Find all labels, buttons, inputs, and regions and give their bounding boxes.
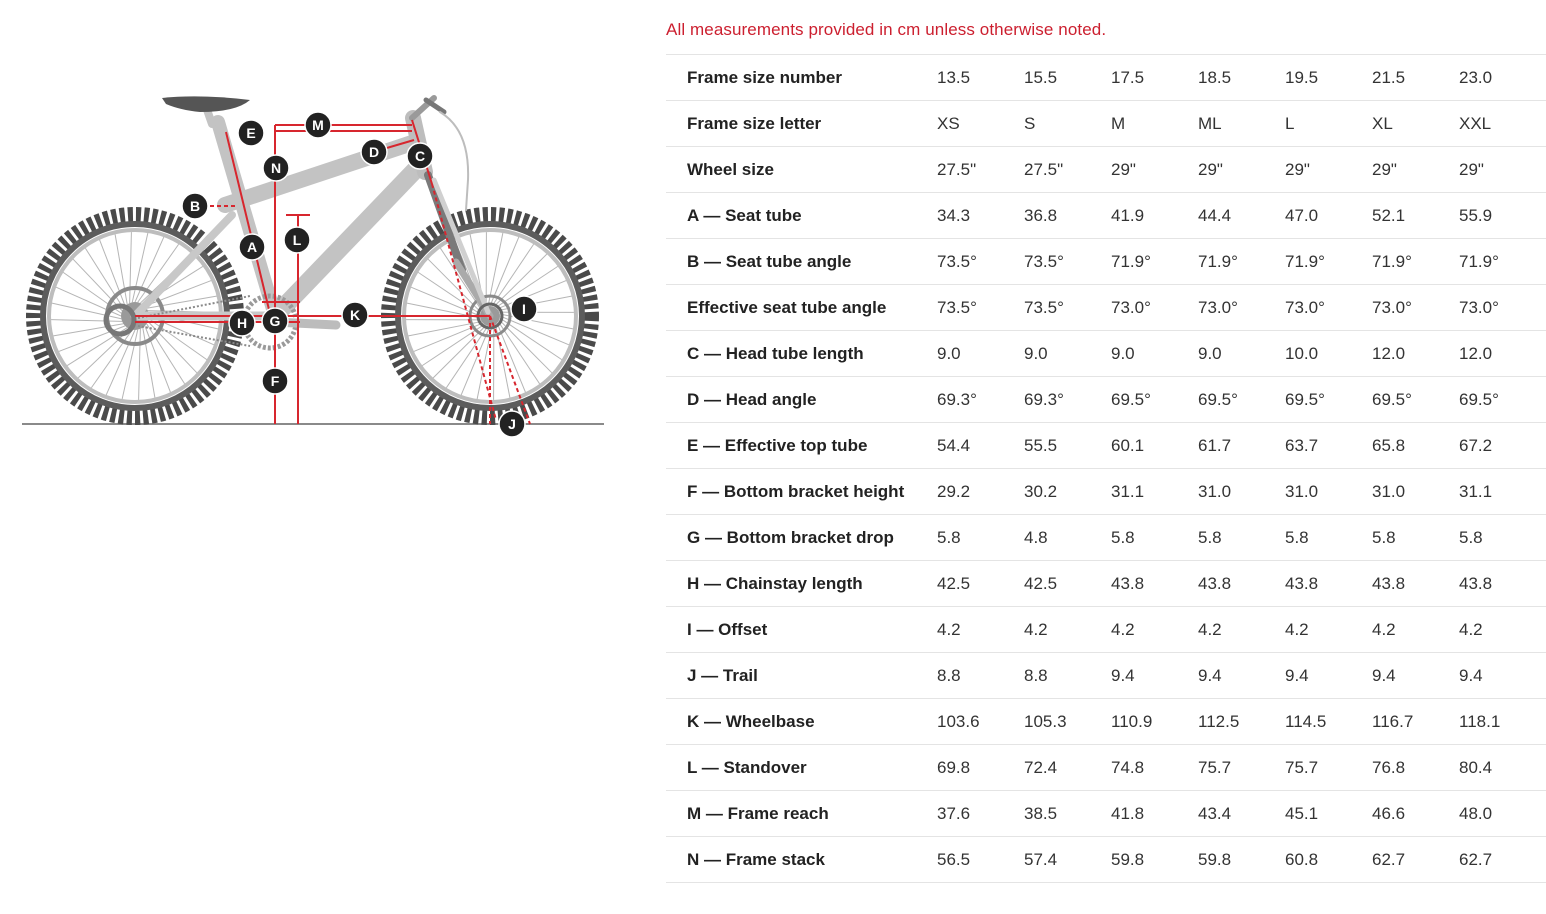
table-row <box>666 101 1546 147</box>
table-cell: 45.1 <box>1285 803 1319 823</box>
table-cell: 69.5° <box>1372 389 1412 409</box>
table-cell: 29" <box>1285 159 1310 179</box>
table-row <box>666 469 1546 515</box>
table-cell: 5.8 <box>1111 527 1135 547</box>
table-cell: 4.2 <box>1285 619 1309 639</box>
table-row <box>666 331 1546 377</box>
table-cell: 5.8 <box>1459 527 1483 547</box>
table-cell: 69.8 <box>937 757 971 777</box>
table-cell: 48.0 <box>1459 803 1493 823</box>
table-cell: 5.8 <box>1198 527 1222 547</box>
table-row <box>666 147 1546 193</box>
table-cell: S <box>1024 113 1036 133</box>
table-cell: 43.8 <box>1111 573 1145 593</box>
marker-g <box>262 308 288 334</box>
table-cell: 69.5° <box>1198 389 1238 409</box>
table-cell: 21.5 <box>1372 67 1406 87</box>
table-cell: 9.0 <box>937 343 961 363</box>
measurement-note: All measurements provided in cm unless otherwise noted. <box>666 20 1107 39</box>
table-row <box>666 377 1546 423</box>
table-cell: 118.1 <box>1459 711 1501 731</box>
table-cell: 76.8 <box>1372 757 1406 777</box>
table-cell: 69.3° <box>1024 389 1064 409</box>
table-cell: 75.7 <box>1198 757 1232 777</box>
table-cell: XXL <box>1459 113 1492 133</box>
table-cell: 34.3 <box>937 205 971 225</box>
table-cell: 4.2 <box>1111 619 1135 639</box>
table-cell: 55.9 <box>1459 205 1493 225</box>
table-row <box>666 791 1546 837</box>
table-cell: 72.4 <box>1024 757 1058 777</box>
table-cell: 71.9° <box>1111 251 1151 271</box>
marker-n <box>263 155 289 181</box>
table-cell: 71.9° <box>1459 251 1499 271</box>
table-cell: 44.4 <box>1198 205 1232 225</box>
table-cell: XS <box>937 113 960 133</box>
table-row <box>666 239 1546 285</box>
table-cell: 12.0 <box>1372 343 1406 363</box>
table-cell: 73.0° <box>1111 297 1151 317</box>
row-label: I — Offset <box>687 619 768 639</box>
marker-label: K <box>349 307 361 323</box>
table-cell: 4.2 <box>1198 619 1222 639</box>
marker-c <box>407 143 433 169</box>
table-cell: 41.8 <box>1111 803 1145 823</box>
table-cell: 9.4 <box>1198 665 1222 685</box>
marker-j <box>499 411 525 437</box>
table-cell: 42.5 <box>1024 573 1058 593</box>
table-cell: 31.0 <box>1372 481 1406 501</box>
table-cell: 54.4 <box>937 435 971 455</box>
table-row <box>666 285 1546 331</box>
table-cell: 27.5" <box>1024 159 1064 179</box>
table-cell: 17.5 <box>1111 67 1145 87</box>
row-label: Effective seat tube angle <box>687 297 887 317</box>
table-cell: 60.1 <box>1111 435 1145 455</box>
marker-label: E <box>246 125 256 141</box>
table-cell: 73.5° <box>1024 251 1064 271</box>
table-row <box>666 193 1546 239</box>
table-cell: 105.3 <box>1024 711 1067 731</box>
table-cell: 30.2 <box>1024 481 1058 501</box>
table-cell: 29.2 <box>937 481 971 501</box>
table-cell: 43.4 <box>1198 803 1232 823</box>
table-cell: 55.5 <box>1024 435 1058 455</box>
table-cell: 41.9 <box>1111 205 1145 225</box>
row-label: J — Trail <box>687 665 758 685</box>
table-cell: 29" <box>1198 159 1223 179</box>
table-cell: 73.5° <box>937 297 977 317</box>
row-label: Wheel size <box>687 159 774 179</box>
marker-f <box>262 368 288 394</box>
table-cell: 9.4 <box>1372 665 1396 685</box>
table-cell: XL <box>1372 113 1393 133</box>
table-cell: 4.2 <box>1024 619 1048 639</box>
row-label: H — Chainstay length <box>687 573 863 593</box>
bike-geometry-diagram <box>0 0 640 470</box>
row-label: B — Seat tube angle <box>687 251 852 271</box>
table-row <box>666 607 1546 653</box>
marker-b <box>182 193 208 219</box>
table-cell: M <box>1111 113 1126 133</box>
table-cell: 71.9° <box>1198 251 1238 271</box>
table-row <box>666 653 1546 699</box>
table-cell: 112.5 <box>1198 711 1240 731</box>
geometry-table <box>666 54 1546 883</box>
table-cell: 110.9 <box>1111 711 1153 731</box>
table-cell: L <box>1285 113 1295 133</box>
table-cell: 4.2 <box>1372 619 1396 639</box>
marker-label: H <box>236 315 248 331</box>
table-cell: 31.0 <box>1285 481 1319 501</box>
table-cell: 67.2 <box>1459 435 1493 455</box>
row-label: N — Frame stack <box>687 849 825 869</box>
table-cell: 59.8 <box>1198 849 1232 869</box>
table-cell: 65.8 <box>1372 435 1406 455</box>
table-cell: 74.8 <box>1111 757 1145 777</box>
table-cell: 19.5 <box>1285 67 1319 87</box>
table-cell: 4.8 <box>1024 527 1048 547</box>
table-cell: 10.0 <box>1285 343 1319 363</box>
table-cell: 37.6 <box>937 803 971 823</box>
table-cell: 73.5° <box>937 251 977 271</box>
row-label: G — Bottom bracket drop <box>687 527 894 547</box>
table-cell: 42.5 <box>937 573 971 593</box>
table-cell: 9.0 <box>1111 343 1135 363</box>
table-cell: 69.5° <box>1285 389 1325 409</box>
table-cell: 69.5° <box>1459 389 1499 409</box>
table-cell: 29" <box>1459 159 1484 179</box>
table-cell: 12.0 <box>1459 343 1493 363</box>
row-label: K — Wheelbase <box>687 711 815 731</box>
table-cell: 9.4 <box>1459 665 1483 685</box>
table-cell: 47.0 <box>1285 205 1319 225</box>
row-label: E — Effective top tube <box>687 435 868 455</box>
marker-a <box>239 234 265 260</box>
table-cell: 60.8 <box>1285 849 1319 869</box>
table-row <box>666 561 1546 607</box>
table-cell: 29" <box>1372 159 1397 179</box>
row-label: M — Frame reach <box>687 803 829 823</box>
row-label: Frame size letter <box>687 113 822 133</box>
table-cell: 23.0 <box>1459 67 1493 87</box>
marker-label: F <box>270 373 280 389</box>
table-cell: 71.9° <box>1372 251 1412 271</box>
table-cell: 73.0° <box>1459 297 1499 317</box>
marker-label: B <box>189 198 201 214</box>
table-cell: 4.2 <box>937 619 961 639</box>
table-cell: 9.4 <box>1285 665 1309 685</box>
table-cell: 13.5 <box>937 67 971 87</box>
table-cell: 43.8 <box>1372 573 1406 593</box>
table-cell: 103.6 <box>937 711 980 731</box>
table-cell: 5.8 <box>1372 527 1396 547</box>
table-row <box>666 515 1546 561</box>
table-cell: 114.5 <box>1285 711 1327 731</box>
table-cell: 4.2 <box>1459 619 1483 639</box>
table-cell: 31.0 <box>1198 481 1232 501</box>
marker-label: N <box>270 160 282 176</box>
table-cell: 73.0° <box>1198 297 1238 317</box>
table-row <box>666 423 1546 469</box>
table-cell: 62.7 <box>1459 849 1493 869</box>
table-cell: 56.5 <box>937 849 971 869</box>
marker-label: A <box>246 239 258 255</box>
table-row <box>666 745 1546 791</box>
row-label: A — Seat tube <box>687 205 802 225</box>
marker-label: L <box>292 232 302 248</box>
table-cell: 9.4 <box>1111 665 1135 685</box>
table-cell: 36.8 <box>1024 205 1058 225</box>
table-cell: 62.7 <box>1372 849 1406 869</box>
table-cell: 9.0 <box>1198 343 1222 363</box>
table-cell: 18.5 <box>1198 67 1232 87</box>
marker-label: J <box>508 416 516 432</box>
table-row <box>666 55 1546 101</box>
table-cell: 59.8 <box>1111 849 1145 869</box>
marker-m <box>305 112 331 138</box>
row-label: Frame size number <box>687 67 842 87</box>
table-cell: 73.5° <box>1024 297 1064 317</box>
marker-label: I <box>522 301 526 317</box>
marker-label: M <box>312 117 324 133</box>
table-cell: 75.7 <box>1285 757 1319 777</box>
table-row <box>666 699 1546 745</box>
table-cell: 116.7 <box>1372 711 1414 731</box>
row-label: D — Head angle <box>687 389 817 409</box>
table-cell: 71.9° <box>1285 251 1325 271</box>
marker-d <box>361 139 387 165</box>
table-cell: 80.4 <box>1459 757 1493 777</box>
row-label: C — Head tube length <box>687 343 864 363</box>
table-cell: 52.1 <box>1372 205 1406 225</box>
table-cell: ML <box>1198 113 1222 133</box>
table-cell: 27.5" <box>937 159 977 179</box>
table-cell: 43.8 <box>1285 573 1319 593</box>
marker-h <box>229 310 255 336</box>
table-cell: 5.8 <box>937 527 961 547</box>
row-label: L — Standover <box>687 757 807 777</box>
marker-label: D <box>368 144 380 160</box>
table-cell: 43.8 <box>1198 573 1232 593</box>
table-cell: 57.4 <box>1024 849 1058 869</box>
table-cell: 38.5 <box>1024 803 1058 823</box>
saddle <box>162 96 250 112</box>
table-cell: 5.8 <box>1285 527 1309 547</box>
marker-l <box>284 227 310 253</box>
table-cell: 69.5° <box>1111 389 1151 409</box>
table-cell: 61.7 <box>1198 435 1232 455</box>
table-cell: 31.1 <box>1111 481 1145 501</box>
table-cell: 73.0° <box>1285 297 1325 317</box>
table-row <box>666 837 1546 883</box>
table-cell: 8.8 <box>937 665 961 685</box>
table-cell: 8.8 <box>1024 665 1048 685</box>
marker-k <box>342 302 368 328</box>
table-cell: 15.5 <box>1024 67 1058 87</box>
table-cell: 46.6 <box>1372 803 1406 823</box>
table-cell: 73.0° <box>1372 297 1412 317</box>
table-cell: 29" <box>1111 159 1136 179</box>
table-cell: 69.3° <box>937 389 977 409</box>
table-cell: 31.1 <box>1459 481 1493 501</box>
marker-e <box>238 120 264 146</box>
marker-i <box>511 296 537 322</box>
marker-label: C <box>414 148 426 164</box>
table-cell: 9.0 <box>1024 343 1048 363</box>
marker-label: G <box>269 313 281 329</box>
row-label: F — Bottom bracket height <box>687 481 905 501</box>
table-cell: 43.8 <box>1459 573 1493 593</box>
table-cell: 63.7 <box>1285 435 1319 455</box>
